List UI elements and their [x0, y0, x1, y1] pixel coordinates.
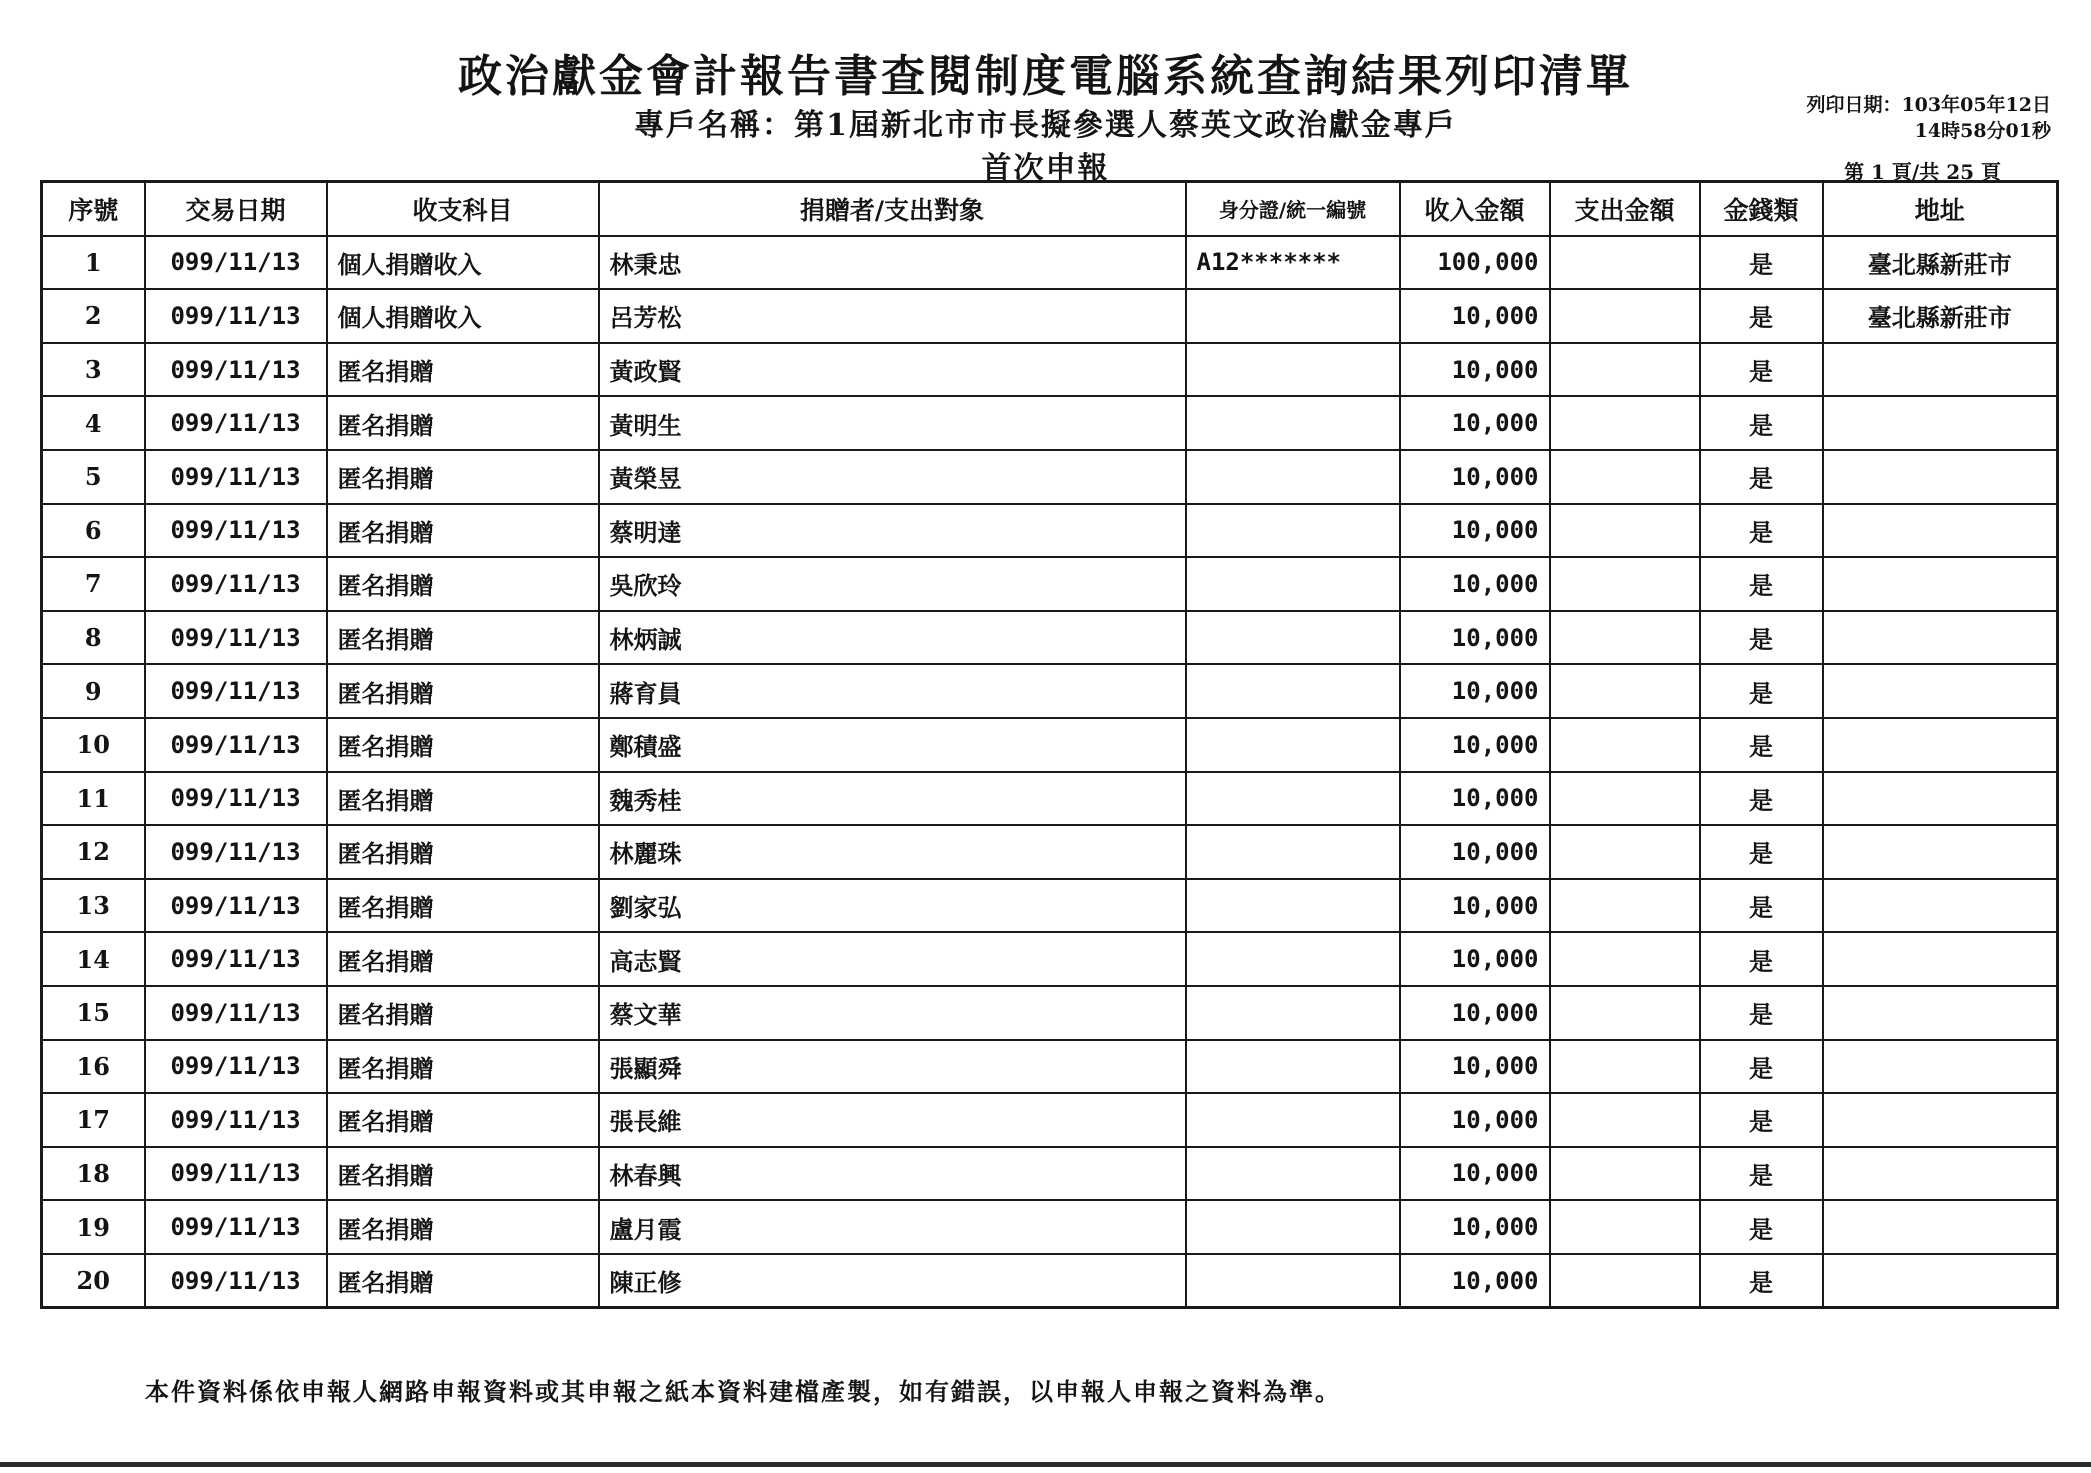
cell-date: 099/11/13	[145, 1093, 327, 1147]
cell-date: 099/11/13	[145, 825, 327, 879]
cell-expense	[1550, 825, 1700, 879]
cell-id	[1186, 289, 1400, 343]
cell-seq: 18	[42, 1147, 145, 1201]
disclaimer-note: 本件資料係依申報人網路申報資料或其申報之紙本資料建檔產製，如有錯誤，以申報人申報之資料為準。	[145, 1377, 1341, 1406]
cell-seq: 7	[42, 557, 145, 611]
cell-income: 10,000	[1400, 1093, 1550, 1147]
cell-income: 10,000	[1400, 557, 1550, 611]
cell-expense	[1550, 718, 1700, 772]
cell-address: 臺北縣新莊市	[1823, 289, 2058, 343]
cell-expense	[1550, 557, 1700, 611]
cell-address	[1823, 772, 2058, 826]
cell-income: 10,000	[1400, 1040, 1550, 1094]
cell-money-type: 是	[1700, 1147, 1823, 1201]
cell-address: 臺北縣新莊市	[1823, 236, 2058, 290]
cell-seq: 19	[42, 1200, 145, 1254]
cell-date: 099/11/13	[145, 879, 327, 933]
cell-address	[1823, 718, 2058, 772]
cell-subject: 匿名捐贈	[327, 557, 599, 611]
cell-date: 099/11/13	[145, 772, 327, 826]
cell-id	[1186, 664, 1400, 718]
cell-party: 林春興	[599, 1147, 1186, 1201]
cell-party: 林麗珠	[599, 825, 1186, 879]
cell-expense	[1550, 504, 1700, 558]
cell-date: 099/11/13	[145, 611, 327, 665]
cell-expense	[1550, 1254, 1700, 1308]
cell-income: 10,000	[1400, 772, 1550, 826]
cell-money-type: 是	[1700, 1093, 1823, 1147]
cell-seq: 4	[42, 396, 145, 450]
cell-seq: 8	[42, 611, 145, 665]
cell-money-type: 是	[1700, 236, 1823, 290]
cell-date: 099/11/13	[145, 1147, 327, 1201]
cell-income: 10,000	[1400, 718, 1550, 772]
cell-id	[1186, 343, 1400, 397]
cell-party: 魏秀桂	[599, 772, 1186, 826]
table-row	[42, 343, 2058, 397]
cell-income: 10,000	[1400, 1147, 1550, 1201]
cell-income: 10,000	[1400, 450, 1550, 504]
cell-party: 陳正修	[599, 1254, 1186, 1308]
table-row	[42, 1200, 2058, 1254]
cell-address	[1823, 986, 2058, 1040]
cell-id	[1186, 932, 1400, 986]
cell-income: 10,000	[1400, 664, 1550, 718]
col-header-party: 捐贈者/支出對象	[599, 182, 1186, 236]
col-header-address: 地址	[1823, 182, 2058, 236]
cell-subject: 匿名捐贈	[327, 450, 599, 504]
cell-party: 蔡文華	[599, 986, 1186, 1040]
transaction-table	[40, 180, 2059, 1309]
cell-subject: 匿名捐贈	[327, 772, 599, 826]
cell-party: 劉家弘	[599, 879, 1186, 933]
cell-subject: 匿名捐贈	[327, 396, 599, 450]
print-date: 列印日期：103年05年12日	[1806, 94, 2051, 116]
cell-party: 張顯舜	[599, 1040, 1186, 1094]
cell-id	[1186, 504, 1400, 558]
col-header-expense: 支出金額	[1550, 182, 1700, 236]
table-row	[42, 825, 2058, 879]
col-header-date: 交易日期	[145, 182, 327, 236]
cell-date: 099/11/13	[145, 450, 327, 504]
cell-party: 黃政賢	[599, 343, 1186, 397]
cell-address	[1823, 664, 2058, 718]
cell-address	[1823, 396, 2058, 450]
cell-income: 10,000	[1400, 825, 1550, 879]
table-row	[42, 450, 2058, 504]
cell-seq: 16	[42, 1040, 145, 1094]
cell-date: 099/11/13	[145, 343, 327, 397]
col-header-seq: 序號	[42, 182, 145, 236]
cell-seq: 20	[42, 1254, 145, 1308]
col-header-id: 身分證/統一編號	[1186, 182, 1400, 236]
col-header-subject: 收支科目	[327, 182, 599, 236]
cell-income: 10,000	[1400, 343, 1550, 397]
col-header-money-type: 金錢類	[1700, 182, 1823, 236]
cell-expense	[1550, 611, 1700, 665]
cell-subject: 匿名捐贈	[327, 932, 599, 986]
cell-address	[1823, 1147, 2058, 1201]
cell-id	[1186, 1040, 1400, 1094]
cell-money-type: 是	[1700, 664, 1823, 718]
col-header-income: 收入金額	[1400, 182, 1550, 236]
cell-income: 10,000	[1400, 1200, 1550, 1254]
cell-seq: 2	[42, 289, 145, 343]
cell-income: 10,000	[1400, 1254, 1550, 1308]
table-body	[42, 236, 2058, 1308]
table-row	[42, 664, 2058, 718]
cell-expense	[1550, 1093, 1700, 1147]
cell-date: 099/11/13	[145, 504, 327, 558]
cell-money-type: 是	[1700, 557, 1823, 611]
cell-seq: 10	[42, 718, 145, 772]
cell-address	[1823, 450, 2058, 504]
cell-party: 張長維	[599, 1093, 1186, 1147]
print-timestamp	[1806, 92, 2051, 144]
cell-date: 099/11/13	[145, 1254, 327, 1308]
cell-seq: 11	[42, 772, 145, 826]
cell-id	[1186, 1200, 1400, 1254]
cell-money-type: 是	[1700, 1254, 1823, 1308]
cell-money-type: 是	[1700, 289, 1823, 343]
cell-date: 099/11/13	[145, 664, 327, 718]
cell-seq: 3	[42, 343, 145, 397]
cell-seq: 5	[42, 450, 145, 504]
cell-address	[1823, 557, 2058, 611]
cell-income: 10,000	[1400, 504, 1550, 558]
table-row	[42, 986, 2058, 1040]
cell-date: 099/11/13	[145, 932, 327, 986]
cell-expense	[1550, 1040, 1700, 1094]
cell-seq: 1	[42, 236, 145, 290]
cell-party: 黃榮昱	[599, 450, 1186, 504]
cell-money-type: 是	[1700, 450, 1823, 504]
cell-expense	[1550, 289, 1700, 343]
cell-money-type: 是	[1700, 718, 1823, 772]
cell-id	[1186, 825, 1400, 879]
cell-income: 10,000	[1400, 396, 1550, 450]
cell-party: 盧月霞	[599, 1200, 1186, 1254]
cell-money-type: 是	[1700, 986, 1823, 1040]
cell-address	[1823, 343, 2058, 397]
cell-subject: 個人捐贈收入	[327, 289, 599, 343]
cell-address	[1823, 932, 2058, 986]
cell-party: 吳欣玲	[599, 557, 1186, 611]
cell-address	[1823, 1040, 2058, 1094]
cell-id	[1186, 1147, 1400, 1201]
cell-income: 10,000	[1400, 879, 1550, 933]
table-row	[42, 557, 2058, 611]
cell-subject: 匿名捐贈	[327, 664, 599, 718]
page-title: 政治獻金會計報告書查閱制度電腦系統查詢結果列印清單	[458, 51, 1633, 102]
cell-expense	[1550, 932, 1700, 986]
cell-id	[1186, 611, 1400, 665]
cell-money-type: 是	[1700, 504, 1823, 558]
cell-income: 100,000	[1400, 236, 1550, 290]
cell-money-type: 是	[1700, 772, 1823, 826]
cell-subject: 匿名捐贈	[327, 343, 599, 397]
cell-date: 099/11/13	[145, 557, 327, 611]
cell-subject: 匿名捐贈	[327, 718, 599, 772]
cell-address	[1823, 1200, 2058, 1254]
bottom-divider	[0, 1462, 2091, 1467]
cell-id: A12*******	[1186, 236, 1400, 290]
cell-subject: 匿名捐贈	[327, 1254, 599, 1308]
cell-money-type: 是	[1700, 879, 1823, 933]
cell-money-type: 是	[1700, 1200, 1823, 1254]
cell-address	[1823, 1093, 2058, 1147]
cell-subject: 個人捐贈收入	[327, 236, 599, 290]
cell-income: 10,000	[1400, 932, 1550, 986]
table-row	[42, 879, 2058, 933]
cell-date: 099/11/13	[145, 986, 327, 1040]
cell-money-type: 是	[1700, 1040, 1823, 1094]
cell-income: 10,000	[1400, 986, 1550, 1040]
cell-party: 林炳誠	[599, 611, 1186, 665]
cell-seq: 14	[42, 932, 145, 986]
cell-seq: 15	[42, 986, 145, 1040]
cell-seq: 6	[42, 504, 145, 558]
cell-income: 10,000	[1400, 289, 1550, 343]
cell-seq: 13	[42, 879, 145, 933]
cell-income: 10,000	[1400, 611, 1550, 665]
cell-id	[1186, 1254, 1400, 1308]
cell-expense	[1550, 986, 1700, 1040]
table-row	[42, 396, 2058, 450]
cell-seq: 17	[42, 1093, 145, 1147]
cell-subject: 匿名捐贈	[327, 825, 599, 879]
cell-party: 蔡明達	[599, 504, 1186, 558]
cell-expense	[1550, 396, 1700, 450]
table-row	[42, 1254, 2058, 1308]
table-row	[42, 236, 2058, 290]
cell-subject: 匿名捐贈	[327, 1147, 599, 1201]
table-row	[42, 932, 2058, 986]
table-row	[42, 611, 2058, 665]
cell-seq: 12	[42, 825, 145, 879]
account-name: 專戶名稱：第1屆新北市市長擬參選人蔡英文政治獻金專戶	[634, 108, 1457, 143]
print-time: 14時58分01秒	[1914, 120, 2051, 142]
cell-address	[1823, 611, 2058, 665]
cell-address	[1823, 1254, 2058, 1308]
cell-party: 蔣育員	[599, 664, 1186, 718]
cell-money-type: 是	[1700, 396, 1823, 450]
table-row	[42, 1040, 2058, 1094]
cell-address	[1823, 825, 2058, 879]
cell-subject: 匿名捐贈	[327, 504, 599, 558]
cell-date: 099/11/13	[145, 396, 327, 450]
table-row	[42, 1093, 2058, 1147]
cell-id	[1186, 557, 1400, 611]
cell-party: 高志賢	[599, 932, 1186, 986]
cell-expense	[1550, 664, 1700, 718]
table-row	[42, 718, 2058, 772]
cell-party: 呂芳松	[599, 289, 1186, 343]
report-type: 首次申報	[981, 151, 1110, 186]
table-row	[42, 772, 2058, 826]
cell-id	[1186, 718, 1400, 772]
cell-expense	[1550, 1147, 1700, 1201]
cell-date: 099/11/13	[145, 1200, 327, 1254]
cell-expense	[1550, 236, 1700, 290]
cell-subject: 匿名捐贈	[327, 879, 599, 933]
cell-subject: 匿名捐贈	[327, 1093, 599, 1147]
cell-party: 黃明生	[599, 396, 1186, 450]
cell-party: 林秉忠	[599, 236, 1186, 290]
table-row	[42, 289, 2058, 343]
cell-id	[1186, 879, 1400, 933]
cell-seq: 9	[42, 664, 145, 718]
cell-date: 099/11/13	[145, 236, 327, 290]
cell-subject: 匿名捐贈	[327, 611, 599, 665]
cell-date: 099/11/13	[145, 718, 327, 772]
cell-expense	[1550, 343, 1700, 397]
cell-expense	[1550, 772, 1700, 826]
cell-subject: 匿名捐贈	[327, 1040, 599, 1094]
table-row	[42, 1147, 2058, 1201]
cell-id	[1186, 450, 1400, 504]
cell-id	[1186, 772, 1400, 826]
cell-money-type: 是	[1700, 825, 1823, 879]
cell-expense	[1550, 450, 1700, 504]
table-header-row	[42, 182, 2058, 236]
cell-money-type: 是	[1700, 343, 1823, 397]
table-row	[42, 504, 2058, 558]
cell-money-type: 是	[1700, 611, 1823, 665]
cell-id	[1186, 1093, 1400, 1147]
cell-date: 099/11/13	[145, 289, 327, 343]
cell-subject: 匿名捐贈	[327, 986, 599, 1040]
cell-date: 099/11/13	[145, 1040, 327, 1094]
cell-expense	[1550, 879, 1700, 933]
cell-id	[1186, 986, 1400, 1040]
cell-party: 鄭積盛	[599, 718, 1186, 772]
cell-address	[1823, 879, 2058, 933]
cell-money-type: 是	[1700, 932, 1823, 986]
cell-address	[1823, 504, 2058, 558]
cell-subject: 匿名捐贈	[327, 1200, 599, 1254]
cell-id	[1186, 396, 1400, 450]
page-indicator: 第 1 頁/共 25 頁	[1844, 160, 2001, 184]
cell-expense	[1550, 1200, 1700, 1254]
